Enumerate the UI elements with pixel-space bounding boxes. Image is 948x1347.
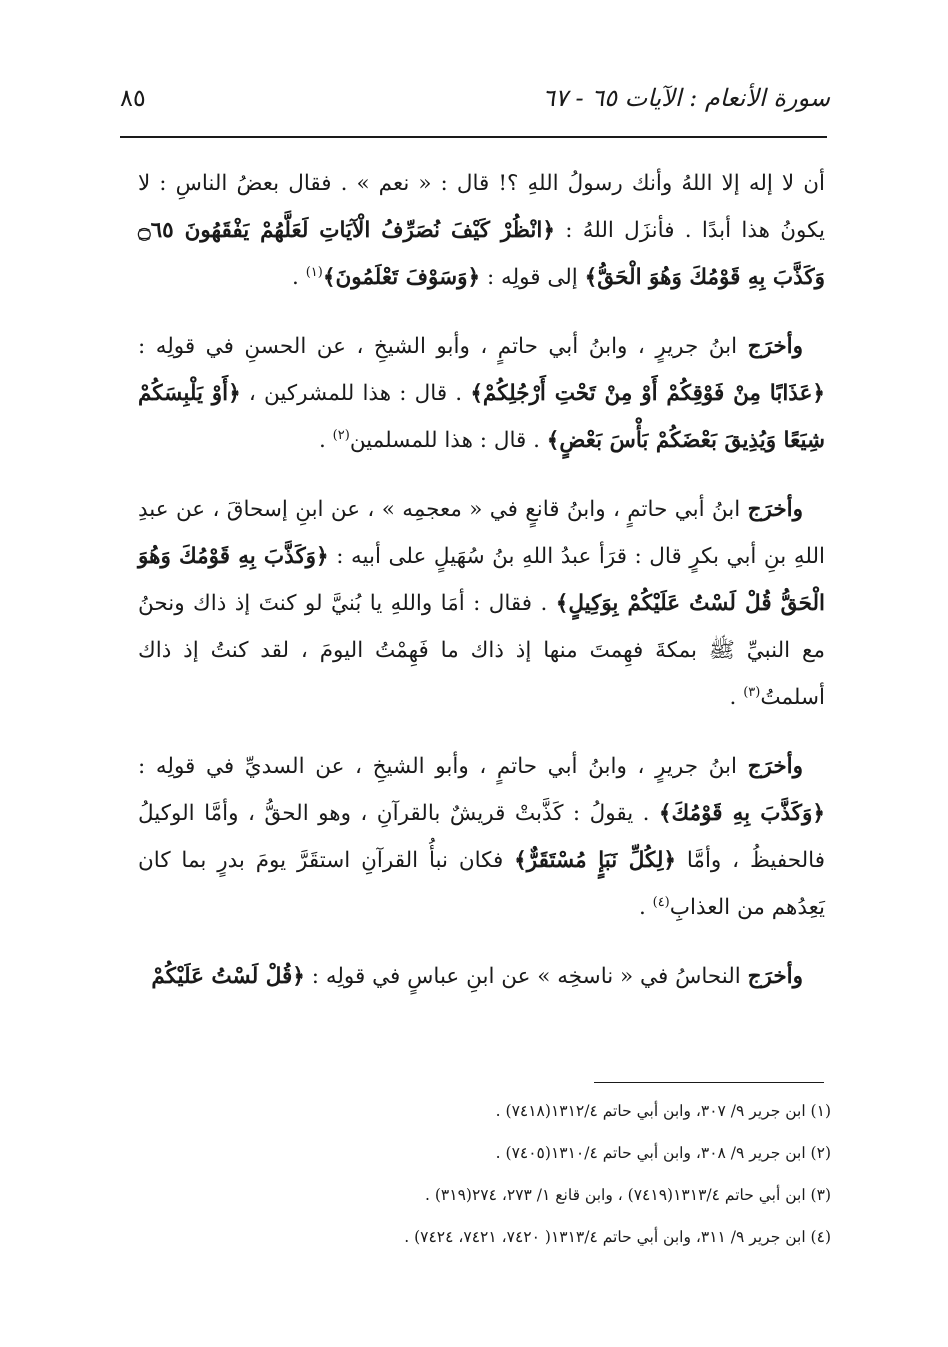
paragraph xyxy=(138,160,825,301)
quran-verse: ﴿عَذَابًا مِنْ فَوْقِكُمْ أَوْ مِنْ تَحْتِ أَرْجُلِكُمْ﴾ xyxy=(470,381,826,406)
text-run: . قال : هذا للمشركين ، xyxy=(240,381,471,406)
paragraph xyxy=(138,486,825,721)
quran-verse: ﴿لِكُلِّ نَبَإٍ مُسْتَقَرٌّ﴾ xyxy=(514,848,677,873)
footnote: (٢) ابن جرير ٩/ ٣٠٨، وابن أبي حاتم ١٣١٠/٤(٧٤٠٥) . xyxy=(495,1144,831,1162)
quran-verse: ﴿وَسَوْفَ تَعْلَمُونَ﴾ xyxy=(322,265,481,290)
text-run: إلى قولِه : xyxy=(480,265,585,290)
text-run: فكان نبأُ القرآنِ استقَرَّ يومَ بدرٍ بما كان يَعِدُهم من العذابِ xyxy=(138,848,825,920)
text-run: . قال : هذا للمسلمين xyxy=(349,428,547,453)
footnote-ref[interactable]: (١) xyxy=(305,264,323,280)
text-run: . xyxy=(292,265,306,290)
quran-verse: ﴿قُلْ لَسْتُ عَلَيْكُمْ xyxy=(151,964,305,989)
footnotes xyxy=(138,1101,831,1269)
text-run: أن لا إله إلا اللهُ وأنك رسولُ اللهِ ؟! قال : « نعم » . فقال بعضُ الناسِ : لا يكونُ هذا أبدًا . فأنزَل اللهُ : xyxy=(138,171,825,243)
text-run: . يقولُ : كَذَّبتْ قريشٌ بالقرآنِ ، وهو الحقُّ ، وأمَّا الوكيلُ فالحفيظُ ، وأمَّا xyxy=(138,801,825,873)
quran-verse: ﴿وَكَذَّبَ بِهِ قَوْمُكَ وَهُوَ الْحَقُّ قُلْ لَسْتُ عَلَيْكُمْ بِوَكِيلٍ﴾ xyxy=(138,544,825,616)
footnote-separator xyxy=(594,1082,824,1083)
paragraph xyxy=(138,323,825,464)
quran-verse: ﴿وَكَذَّبَ بِهِ قَوْمُكَ﴾ xyxy=(658,801,825,826)
text-run: . فقال : أمَا واللهِ يا بُنيَّ لو كنتَ إذ ذاك ونحنُ مع النبيِّ ﷺ بمكةَ فهِمتَ منها إذ ذاك ما فَهِمْتُ اليومَ ، لقد كنتُ إذ ذاك أسلمتُ xyxy=(138,591,825,710)
footnote-ref[interactable]: (٣) xyxy=(743,684,761,700)
text-run: ابنُ جريرٍ ، وابنُ أبي حاتمٍ ، وأبو الشيخِ ، عن السديِّ في قولِه : xyxy=(138,754,748,779)
header-rule xyxy=(120,136,827,138)
paragraph xyxy=(138,953,825,1000)
text-run: . xyxy=(319,428,333,453)
lead-word: وأخرَج xyxy=(747,334,803,359)
quran-verse: ﴿انْظُرْ كَيْفَ نُصَرِّفُ الْآيَاتِ لَعَلَّهُمْ يَفْقَهُونَ ۝٦٥ وَكَذَّبَ بِهِ قَوْمُكَ وَهُوَ الْحَقُّ﴾ xyxy=(138,218,825,290)
footnote: (١) ابن جرير ٩/ ٣٠٧، وابن أبي حاتم ١٣١٢/٤(٧٤١٨) . xyxy=(495,1102,831,1120)
footnote: (٣) ابن أبي حاتم ١٣١٣/٤(٧٤١٩) ، وابن قانع ١/ ٢٧٣، ٢٧٤(٣١٩) . xyxy=(425,1186,831,1204)
page-header xyxy=(120,84,830,124)
text-run: . xyxy=(729,685,744,710)
footnote-ref[interactable]: (٤) xyxy=(652,894,670,910)
footnote: (٤) ابن جرير ٩/ ٣١١، وابن أبي حاتم ١٣١٣/٤( ٧٤٢٠، ٧٤٢١، ٧٤٢٤) . xyxy=(404,1228,831,1246)
lead-word: وأخرَج xyxy=(747,964,803,989)
lead-word: وأخرَج xyxy=(747,754,803,779)
text-run: ابنُ جريرٍ ، وابنُ أبي حاتمٍ ، وأبو الشيخِ ، عن الحسنِ في قولِه : xyxy=(138,334,748,359)
page-number: ٨٥ xyxy=(120,84,146,112)
text-run: ابنُ أبي حاتمٍ ، وابنُ قانعٍ في « معجمِه » ، عن ابنِ إسحاقَ ، عن عبدِ اللهِ بنِ أبي بكرٍ قال : قرَأ عبدُ اللهِ بنُ سُهَيلٍ على أبيه : xyxy=(138,497,825,569)
text-run: النحاسُ في « ناسخِه » عن ابنِ عباسٍ في قولِه : xyxy=(304,964,748,989)
text-run: . xyxy=(638,895,653,920)
quran-verse: ﴿أَوْ يَلْبِسَكُمْ شِيَعًا وَيُذِيقَ بَعْضَكُمْ بَأْسَ بَعْضٍ﴾ xyxy=(138,381,825,453)
running-title: سورة الأنعام : الآيات ٦٥ - ٦٧ xyxy=(542,84,830,112)
footnote-ref[interactable]: (٢) xyxy=(332,427,350,443)
lead-word: وأخرَج xyxy=(747,497,803,522)
paragraph xyxy=(138,743,825,931)
body-text xyxy=(138,160,825,1022)
